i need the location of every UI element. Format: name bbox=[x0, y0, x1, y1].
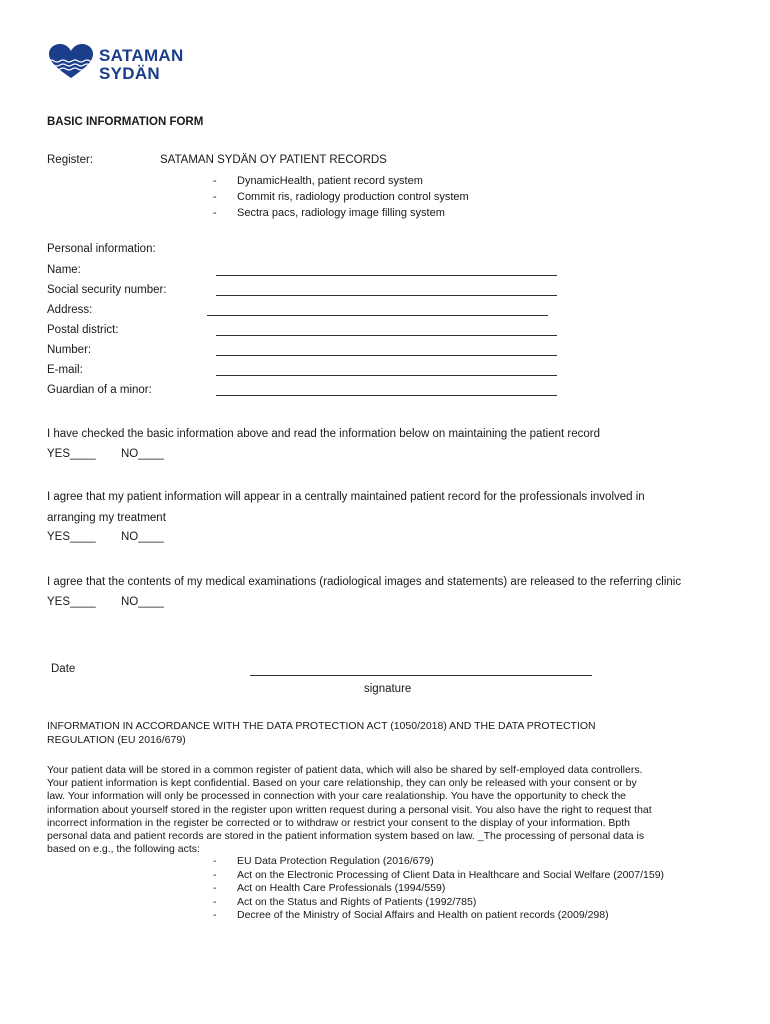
signature-line[interactable] bbox=[250, 675, 592, 676]
postal-district-line[interactable] bbox=[216, 335, 557, 336]
acts-list bbox=[213, 855, 664, 923]
info-body-line: Your patient information is kept confidential. Based on your care relationship, they can only be released with your consent or by bbox=[47, 777, 637, 790]
info-heading-line1: INFORMATION IN ACCORDANCE WITH THE DATA PROTECTION ACT (1050/2018) AND THE DATA PROTECTION bbox=[47, 720, 596, 732]
question-2-no[interactable]: NO____ bbox=[121, 531, 164, 543]
email-line[interactable] bbox=[216, 375, 557, 376]
info-heading-line2: REGULATION (EU 2016/679) bbox=[47, 734, 186, 746]
question-3-text: I agree that the contents of my medical examinations (radiological images and statements) are released to the referring clinic bbox=[47, 576, 682, 588]
list-item: - Decree of the Ministry of Social Affairs and Health on patient records (2009/298) bbox=[213, 909, 664, 923]
postal-district-label: Postal district: bbox=[47, 324, 119, 336]
list-item: - Commit ris, radiology production control system bbox=[213, 189, 469, 205]
personal-info-heading: Personal information: bbox=[47, 243, 156, 255]
number-line[interactable] bbox=[216, 355, 557, 356]
register-label: Register: bbox=[47, 154, 94, 166]
logo-text-line1: SATAMAN bbox=[99, 46, 184, 65]
guardian-line[interactable] bbox=[216, 395, 557, 396]
ssn-label: Social security number: bbox=[47, 284, 167, 296]
info-body-line: information about yourself stored in the register upon written request during a personal visit. You also have the right to request that bbox=[47, 803, 652, 816]
list-item: - Act on the Status and Rights of Patients (1992/785) bbox=[213, 896, 664, 910]
number-label: Number: bbox=[47, 344, 92, 356]
question-1-text: I have checked the basic information above and read the information below on maintaining the patient record bbox=[47, 428, 600, 440]
info-body-line: personal data and patient records are stored in the patient information system based on law. _The processing of personal data is bbox=[47, 830, 645, 843]
address-line[interactable] bbox=[207, 315, 548, 316]
question-2-text-cont: arranging my treatment bbox=[47, 512, 166, 524]
address-label: Address: bbox=[47, 304, 93, 316]
list-item: - DynamicHealth, patient record system bbox=[213, 173, 469, 189]
list-item: - Act on Health Care Professionals (1994/559) bbox=[213, 882, 664, 896]
info-body-line: incorrect information in the register be corrected or to withdraw or restrict your consent to the display of your information. Bpth bbox=[47, 816, 631, 829]
list-item: - EU Data Protection Regulation (2016/679) bbox=[213, 855, 664, 869]
name-label: Name: bbox=[47, 264, 81, 276]
question-3-no[interactable]: NO____ bbox=[121, 596, 164, 608]
list-item: - Act on the Electronic Processing of Client Data in Healthcare and Social Welfare (2007/159) bbox=[213, 869, 664, 883]
register-value: SATAMAN SYDÄN OY PATIENT RECORDS bbox=[160, 154, 387, 166]
register-systems-list bbox=[213, 173, 469, 221]
guardian-label: Guardian of a minor: bbox=[47, 384, 152, 396]
question-3-yes[interactable]: YES____ bbox=[47, 596, 96, 608]
info-body-line: law. Your information will only be processed in connection with your care realationship. You have the opportunity to check the bbox=[47, 790, 627, 803]
question-2-yes[interactable]: YES____ bbox=[47, 531, 96, 543]
question-2-text: I agree that my patient information will appear in a centrally maintained patient record for the professionals involved in bbox=[47, 491, 645, 503]
question-1-yes[interactable]: YES____ bbox=[47, 448, 96, 460]
info-body-line: Your patient data will be stored in a common register of patient data, which will also be shared by self-employed data controllers. bbox=[47, 764, 643, 776]
signature-label: signature bbox=[364, 683, 412, 695]
logo-text-line2: SYDÄN bbox=[99, 64, 161, 83]
date-label: Date bbox=[51, 663, 76, 675]
info-body-line: based on e.g., the following acts: bbox=[47, 843, 200, 856]
form-title: BASIC INFORMATION FORM bbox=[47, 116, 204, 128]
info-body bbox=[47, 764, 727, 856]
heart-waves-icon bbox=[48, 44, 94, 80]
company-logo bbox=[48, 44, 198, 84]
ssn-line[interactable] bbox=[216, 295, 557, 296]
name-line[interactable] bbox=[216, 275, 557, 276]
email-label: E-mail: bbox=[47, 364, 83, 376]
question-1-no[interactable]: NO____ bbox=[121, 448, 164, 460]
list-item: - Sectra pacs, radiology image filling system bbox=[213, 205, 469, 221]
